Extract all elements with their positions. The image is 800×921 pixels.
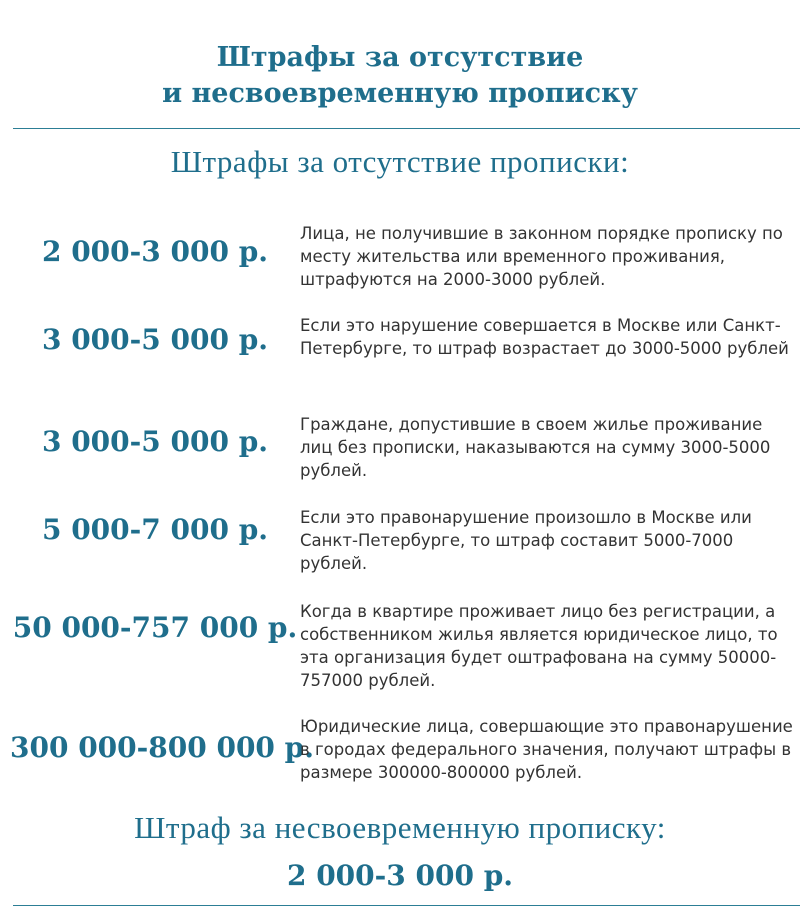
page-title-line-2: и несвоевременную прописку bbox=[162, 78, 638, 109]
page-title-line-1: Штрафы за отсутствие bbox=[216, 42, 584, 73]
section-title-absence: Штрафы за отсутствие прописки: bbox=[170, 144, 630, 179]
fine-amount: 50 000-757 000 р. bbox=[12, 611, 298, 644]
fine-description: Если это нарушение совершается в Москве или Санкт-Петербурге, то штраф возрастает до 3000-5000 рублей bbox=[300, 316, 789, 358]
fine-amount: 300 000-800 000 р. bbox=[10, 731, 314, 764]
fine-amount: 2 000-3 000 р. bbox=[41, 235, 269, 268]
fine-description: Юридические лица, совершающие это правонарушение в городах федерального значения, получают штрафы в размере 300000-800000 рублей. bbox=[300, 717, 793, 782]
fine-description: Если это правонарушение произошло в Москве или Санкт-Петербурге, то штраф составит 5000-7000 рублей. bbox=[300, 508, 752, 573]
fine-description: Когда в квартире проживает лицо без регистрации, а собственником жилья является юридическое лицо, то эта организация будет оштрафована на сумму 50000-757000 рублей. bbox=[300, 602, 778, 690]
late-registration-amount: 2 000-3 000 р. bbox=[286, 859, 514, 892]
fine-amount: 3 000-5 000 р. bbox=[41, 323, 269, 356]
top-divider bbox=[13, 128, 800, 129]
page-title bbox=[0, 40, 800, 112]
fine-amount: 3 000-5 000 р. bbox=[41, 425, 269, 458]
fine-description: Граждане, допустившие в своем жилье проживание лиц без прописки, наказываются на сумму 3000-5000 рублей. bbox=[300, 415, 771, 480]
section-title-late-registration: Штраф за несвоевременную прописку: bbox=[134, 810, 666, 845]
fine-amount: 5 000-7 000 р. bbox=[41, 513, 269, 546]
fine-description: Лица, не получившие в законном порядке прописку по месту жительства или временного проживания, штрафуются на 2000-3000 рублей. bbox=[300, 224, 783, 289]
bottom-divider bbox=[13, 905, 800, 906]
